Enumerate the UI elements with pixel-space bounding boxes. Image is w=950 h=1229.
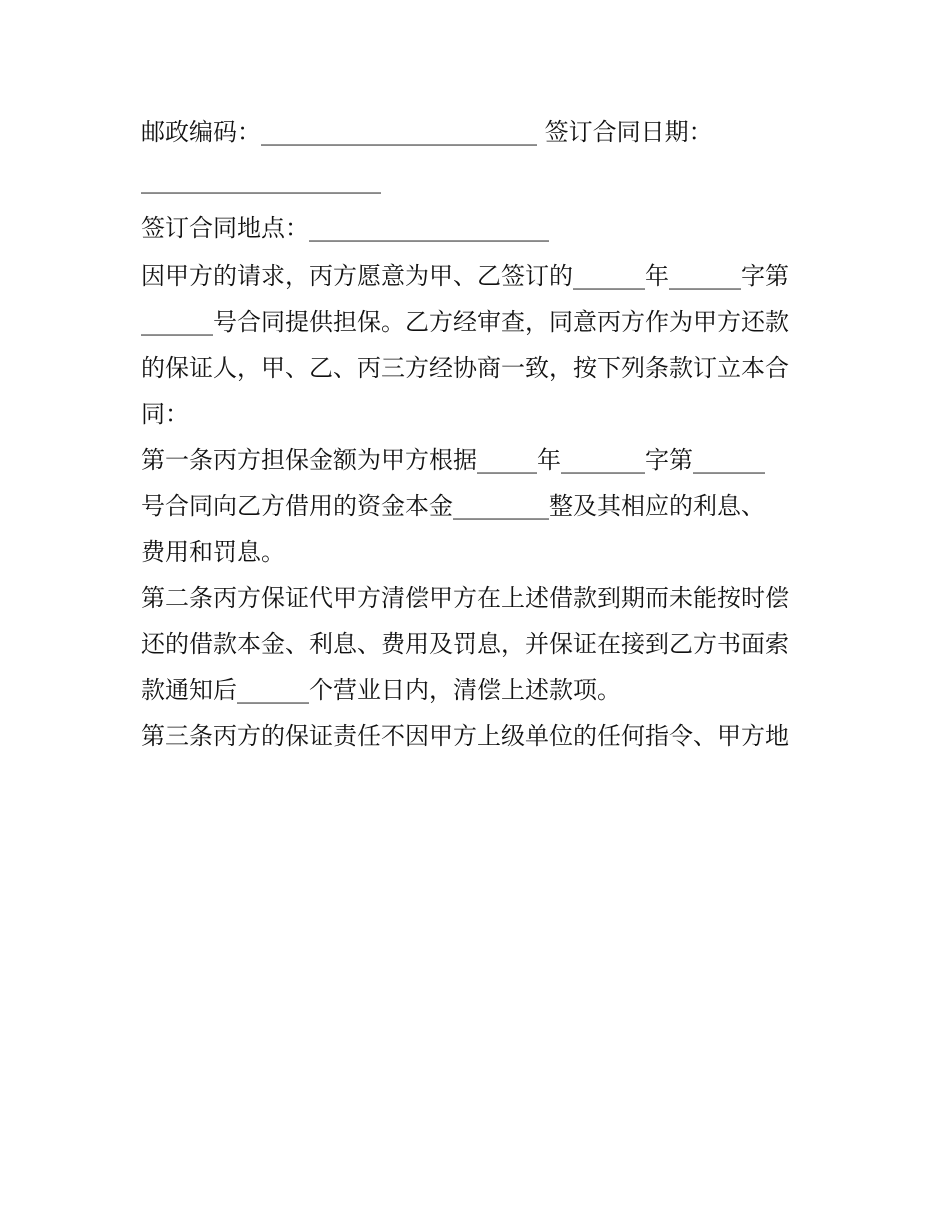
preamble-line-3 — [141, 344, 813, 390]
article-1-line-1 — [141, 436, 813, 482]
text-line: 签订合同地点：____________________ — [141, 214, 549, 242]
article-2-line-3 — [141, 666, 813, 712]
signing-place-line — [141, 204, 813, 252]
preamble-line-1 — [141, 252, 813, 298]
article-3-line-1 — [141, 712, 813, 758]
preamble-line-2 — [141, 298, 813, 344]
text-line: 费用和罚息。 — [141, 538, 285, 566]
article-1-line-2 — [141, 482, 813, 528]
article-2-line-1 — [141, 574, 813, 620]
text-line: 的保证人，甲、乙、丙三方经协商一致，按下列条款订立本合 — [141, 354, 789, 382]
text-line: 邮政编码：_______________________ 签订合同日期： — [141, 118, 713, 146]
text-line: 款通知后______个营业日内，清偿上述款项。 — [141, 676, 621, 704]
article-1-line-3 — [141, 528, 813, 574]
text-line: 还的借款本金、利息、费用及罚息，并保证在接到乙方书面索 — [141, 630, 789, 658]
preamble-line-4 — [141, 390, 813, 436]
text-line: 号合同向乙方借用的资金本金________整及其相应的利息、 — [141, 492, 765, 520]
signing-date-blank-line — [141, 156, 813, 204]
text-line: ______号合同提供担保。乙方经审查，同意丙方作为甲方还款 — [141, 308, 789, 336]
text-line: 第一条丙方担保金额为甲方根据_____年_______字第______ — [141, 446, 765, 474]
article-2-line-2 — [141, 620, 813, 666]
text-line: ____________________ — [141, 166, 381, 194]
text-line: 第三条丙方的保证责任不因甲方上级单位的任何指令、甲方地 — [141, 722, 789, 750]
text-line: 第二条丙方保证代甲方清偿甲方在上述借款到期而未能按时偿 — [141, 584, 789, 612]
document-page — [141, 108, 813, 758]
text-line: 同： — [141, 400, 189, 428]
text-line: 因甲方的请求，丙方愿意为甲、乙签订的______年______字第 — [141, 262, 789, 290]
postal-code-line — [141, 108, 813, 156]
